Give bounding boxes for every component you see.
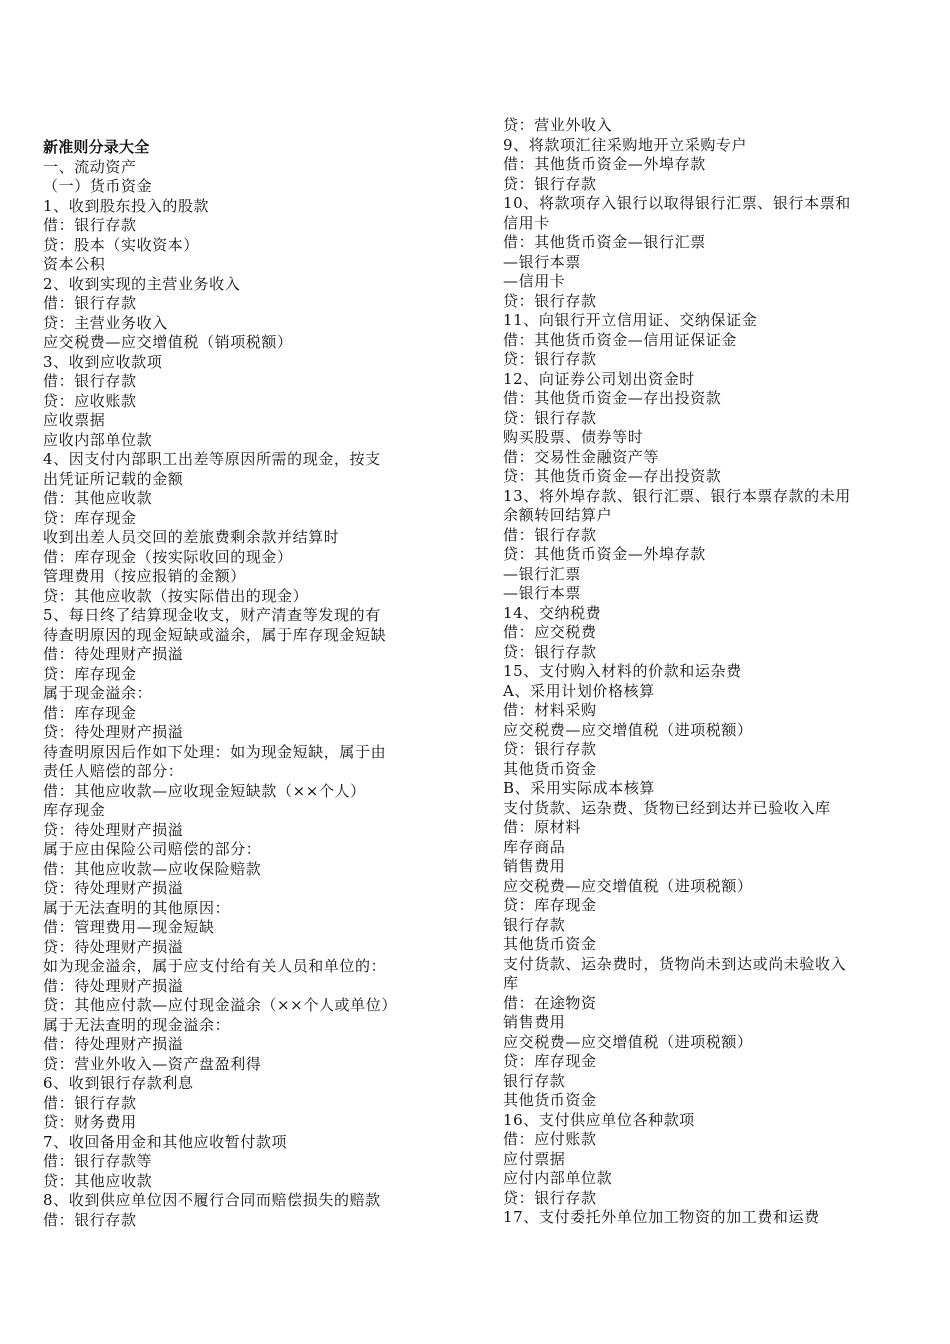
text-line: 库存现金 (43, 801, 106, 819)
text-line: 借：其他应收款 (43, 489, 153, 507)
text-line: 出凭证所记载的金额 (43, 469, 184, 488)
text-line: 7、收回备用金和其他应收暂付款项 (43, 1132, 288, 1151)
text-line: 贷：库存现金 (43, 664, 137, 683)
text-line: 支付货款、运杂费、货物已经到达并已验收入库 (503, 798, 831, 817)
text-line: 贷：营业外收入 (503, 116, 613, 134)
text-line: 应交税费—应交增值税（销项税额） (43, 333, 293, 351)
text-line: 借：待处理财产损溢 (43, 645, 184, 663)
text-line: 贷：财务费用 (43, 1113, 137, 1131)
text-line: 借：银行存款 (43, 216, 137, 234)
text-line: 购买股票、债券等时 (503, 428, 644, 446)
text-line: 借：应交税费 (503, 623, 597, 641)
text-line: 其他货币资金 (503, 935, 597, 953)
text-line: 如为现金溢余，属于应支付给有关人员和单位的： (43, 957, 387, 975)
text-line: 属于无法查明的其他原因： (43, 898, 231, 917)
text-line: —银行本票 (503, 252, 582, 271)
text-line: 9、将款项汇往采购地开立采购专户 (503, 135, 748, 154)
text-line: 贷：银行存款 (503, 350, 597, 368)
text-line: 14、交纳税费 (503, 603, 602, 622)
text-line: 库 (503, 974, 519, 992)
text-line: 借：其他应收款—应收保险赔款 (43, 859, 262, 878)
text-line: 借：银行存款 (43, 1210, 137, 1229)
text-line: 贷：银行存款 (503, 1188, 597, 1207)
text-line: 应交税费—应交增值税（进项税额） (503, 876, 753, 895)
text-line: 贷：待处理财产损溢 (43, 723, 184, 741)
text-line: 5、每日终了结算现金收支，财产清查等发现的有 (43, 606, 381, 624)
text-line: 借：待处理财产损溢 (43, 1035, 184, 1053)
text-line: 10、将款项存入银行以取得银行汇票、银行本票和 (503, 194, 851, 212)
text-line: 贷：库存现金 (43, 508, 137, 527)
text-line: 余额转回结算户 (503, 506, 613, 524)
text-line: 属于无法查明的现金溢余： (43, 1015, 231, 1034)
text-line: 借：材料采购 (503, 701, 597, 719)
text-line: 贷：其他货币资金—外埠存款 (503, 545, 706, 563)
text-line: 借：应付账款 (503, 1130, 597, 1148)
text-line: 16、支付供应单位各种款项 (503, 1110, 695, 1129)
text-line: 借：其他应收款—应收现金短缺款（××个人） (43, 781, 366, 800)
text-line: 支付货款、运杂费时，货物尚未到达或尚未验收入 (503, 954, 847, 973)
text-line: 借：库存现金（按实际收回的现金） (43, 547, 293, 566)
text-line: 库存商品 (503, 837, 566, 856)
text-line: 4、因支付内部职工出差等原因所需的现金，按支 (43, 450, 381, 468)
text-line: A、采用计划价格核算 (503, 681, 655, 700)
text-line: 贷：银行存款 (503, 740, 597, 758)
text-line: B、采用实际成本核算 (503, 779, 656, 797)
text-line: 借：库存现金 (43, 703, 137, 722)
text-line: 借：其他货币资金—存出投资款 (503, 389, 722, 407)
text-line: 贷：待处理财产损溢 (43, 879, 184, 897)
text-line: 借：银行存款 (43, 1093, 137, 1112)
text-line: 12、向证券公司划出资金时 (503, 369, 695, 388)
text-line: 借：银行存款 (43, 294, 137, 312)
text-line: 3、收到应收款项 (43, 352, 163, 371)
text-line: 借：银行存款等 (43, 1152, 153, 1170)
text-line: 贷：待处理财产损溢 (43, 937, 184, 956)
text-line: 贷：股本（实收资本） (43, 235, 200, 254)
text-line: （一）货币资金 (43, 177, 153, 195)
text-line: 1、收到股东投入的股款 (43, 196, 210, 215)
text-line: 借：银行存款 (503, 525, 597, 544)
left-column (43, 138, 463, 1230)
text-line: 应交税费—应交增值税（进项税额） (503, 720, 753, 739)
text-line: 待查明原因后作如下处理：如为现金短缺，属于由 (43, 742, 387, 761)
text-line: 17、支付委托外单位加工物资的加工费和运费 (503, 1208, 820, 1226)
text-line: 借：银行存款 (43, 372, 137, 390)
text-line: 应收内部单位款 (43, 430, 153, 449)
text-line: 贷：银行存款 (503, 174, 597, 193)
right-column (503, 116, 908, 1228)
text-line: 资本公积 (43, 255, 106, 273)
text-line: 借：交易性金融资产等 (503, 447, 660, 466)
text-line: 属于现金溢余： (43, 684, 153, 702)
text-line: 贷：其他应收款 (43, 1171, 153, 1190)
text-line: 6、收到银行存款利息 (43, 1074, 194, 1092)
text-line: 贷：银行存款 (503, 291, 597, 310)
text-line: 借：在途物资 (503, 993, 597, 1012)
text-line: 其他货币资金 (503, 1091, 597, 1109)
text-line: —银行汇票 (503, 564, 582, 583)
text-line: 贷：银行存款 (503, 408, 597, 427)
text-line: 属于应由保险公司赔偿的部分： (43, 840, 262, 858)
text-line: 借：管理费用—现金短缺 (43, 918, 215, 936)
text-line: 贷：主营业务收入 (43, 313, 168, 332)
text-line: 销售费用 (503, 1013, 566, 1031)
text-line: 应交税费—应交增值税（进项税额） (503, 1032, 753, 1051)
text-line: 银行存款 (503, 915, 566, 934)
text-line: —银行本票 (503, 584, 582, 602)
text-line: 借：待处理财产损溢 (43, 976, 184, 995)
text-line: —信用卡 (503, 272, 566, 290)
text-line: 借：原材料 (503, 818, 582, 836)
text-line: 借：其他货币资金—外埠存款 (503, 155, 706, 173)
text-line: 贷：其他应收款（按实际借出的现金） (43, 586, 309, 605)
text-line: 8、收到供应单位因不履行合同而赔偿损失的赔款 (43, 1191, 381, 1209)
text-line: 应收票据 (43, 411, 106, 429)
text-line: 贷：其他应付款—应付现金溢余（××个人或单位） (43, 996, 397, 1014)
text-line: 待查明原因的现金短缺或溢余，属于库存现金短缺 (43, 625, 387, 644)
text-line: 应付内部单位款 (503, 1169, 613, 1187)
text-line: 贷：待处理财产损溢 (43, 820, 184, 839)
text-line: 一、流动资产 (43, 157, 137, 176)
document-title: 新准则分录大全 (43, 138, 150, 156)
text-line: 11、向银行开立信用证、交纳保证金 (503, 311, 758, 329)
text-line: 借：其他货币资金—银行汇票 (503, 233, 706, 251)
text-line: 贷：库存现金 (503, 1052, 597, 1070)
text-line: 应付票据 (503, 1149, 566, 1168)
text-line: 销售费用 (503, 857, 566, 875)
text-line: 15、支付购入材料的价款和运杂费 (503, 662, 742, 680)
text-line: 信用卡 (503, 213, 550, 232)
text-line: 收到出差人员交回的差旅费剩余款并结算时 (43, 528, 340, 546)
text-line: 其他货币资金 (503, 759, 597, 778)
text-line: 2、收到实现的主营业务收入 (43, 274, 241, 293)
text-line: 贷：应收账款 (43, 391, 137, 410)
text-line: 责任人赔偿的部分： (43, 762, 184, 780)
text-line: 管理费用（按应报销的金额） (43, 567, 246, 585)
text-line: 贷：库存现金 (503, 896, 597, 914)
text-line: 13、将外埠存款、银行汇票、银行本票存款的未用 (503, 486, 851, 505)
text-line: 贷：银行存款 (503, 642, 597, 661)
text-line: 贷：其他货币资金—存出投资款 (503, 467, 722, 485)
text-line: 借：其他货币资金—信用证保证金 (503, 330, 738, 349)
text-line: 银行存款 (503, 1071, 566, 1090)
text-line: 贷：营业外收入—资产盘盈利得 (43, 1054, 262, 1073)
